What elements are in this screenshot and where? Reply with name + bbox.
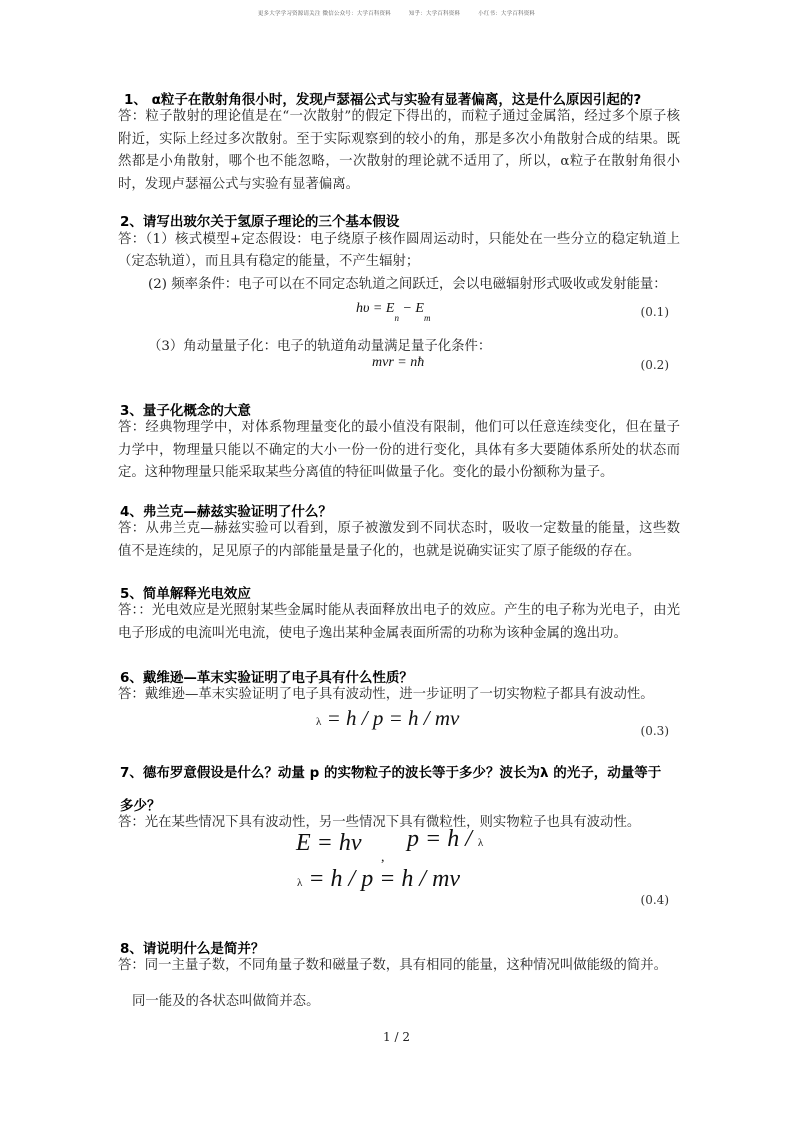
equation-number-0-1: (0.1) (640, 305, 669, 319)
question-1-title: 1、 α粒子在散射角很小时，发现卢瑟福公式与实验有显著偏离，这是什么原因引起的? (124, 92, 642, 108)
answer-7: 答：光在某些情况下具有波动性，另一些情况下具有微粒性，则实物粒子也具有波动性。 (118, 815, 641, 830)
answer-2-part3: （3）角动量量子化：电子的轨道角动量满足量子化条件： (148, 339, 492, 354)
question-2-title: 2、请写出玻尔关于氢原子理论的三个基本假设 (120, 214, 400, 230)
question-8-title: 8、请说明什么是简并？ (120, 941, 265, 957)
header-wechat: 更多大学学习资源请关注 微信公众号：大学百科资料 (257, 11, 391, 17)
page-number: 1 / 2 (383, 1030, 410, 1044)
answer-8: 答：同一主量子数，不同角量子数和磁量子数，具有相同的能量，这种情况叫做能级的简并。 (118, 958, 668, 973)
equation-wavelength: λ = h / p = h / mv (297, 866, 461, 892)
answer-5: 答：：光电效应是光照射某些金属时能从表面释放出电子的效应。产生的电子称为光电子，由光电子形成的电流叫光电流，使电子逸出某种金属表面所需的功称为该种金属的逸出功。 (118, 603, 680, 641)
equation-energy: E = hv (296, 830, 362, 856)
equation-0-2: mvr = nħ (372, 355, 425, 370)
question-4-title: 4、弗兰克—赫兹实验证明了什么？ (120, 504, 332, 520)
question-5-title: 5、简单解释光电效应 (120, 586, 251, 602)
answer-4: 答：从弗兰克—赫兹实验可以看到，原子被激发到不同状态时，吸收一定数量的能量，这些数值不是连续的，足见原子的内部能量是量子化的，也就是说确实证实了原子能级的存在。 (118, 521, 680, 559)
answer-1: 答：粒子散射的理论值是在“一次散射”的假定下得出的，而粒子通过金属箔，经过多个原子核附近，实际上经过多次散射。至于实际观察到的较小的角，那是多次小角散射合成的结果。既然都是小角散射，哪个也不能忽略，一次散射的理论就不适用了，所以，α粒子在散射角很小时，发现卢瑟福公式与实验有显著偏离。 (118, 109, 680, 192)
header-zhihu: 知乎：大学百科资料 (408, 11, 461, 17)
equation-0-3: λ = h / p = h / mv (316, 706, 460, 730)
answer-8-part2: 同一能及的各状态叫做简并态。 (132, 994, 320, 1009)
question-7-title-line1: 7、德布罗意假设是什么？动量 p 的实物粒子的波长等于多少？波长为λ 的光子，动量等于 (120, 765, 662, 781)
equation-momentum: p = h / λ (407, 826, 484, 852)
equation-comma: , (381, 850, 385, 865)
header-xiaohongshu: 小红书：大学百科资料 (478, 11, 536, 17)
question-7-title-line2: 多少？ (120, 798, 161, 814)
question-6-title: 6、戴维逊—革末实验证明了电子具有什么性质？ (120, 670, 413, 686)
page-header (0, 9, 793, 17)
answer-3: 答：经典物理学中，对体系物理量变化的最小值没有限制，他们可以任意连续变化，但在量子力学中，物理量只能以不确定的大小一份一份的进行变化，具体有多大要随体系所处的状态而定。这种物理量只能采取某些分离值的特征叫做量子化。变化的最小份额称为量子。 (118, 420, 680, 480)
answer-6: 答：戴维逊—革末实验证明了电子具有波动性，进一步证明了一切实物粒子都具有波动性。 (118, 687, 654, 702)
answer-2-part1: 答：（1）核式模型+定态假设：电子绕原子核作圆周运动时，只能处在一些分立的稳定轨道上（定态轨道），而且具有稳定的能量，不产生辐射； (118, 232, 680, 269)
answer-2-part2: (2) 频率条件：电子可以在不同定态轨道之间跃迁，会以电磁辐射形式吸收或发射能量： (148, 277, 667, 292)
question-3-title: 3、量子化概念的大意 (120, 403, 251, 419)
equation-0-1: $h\upsilon = E_n - E_m$ (356, 301, 431, 323)
equation-number-0-3: (0.3) (640, 724, 669, 738)
equation-number-0-2: (0.2) (640, 358, 669, 372)
equation-number-0-4: (0.4) (640, 893, 669, 907)
